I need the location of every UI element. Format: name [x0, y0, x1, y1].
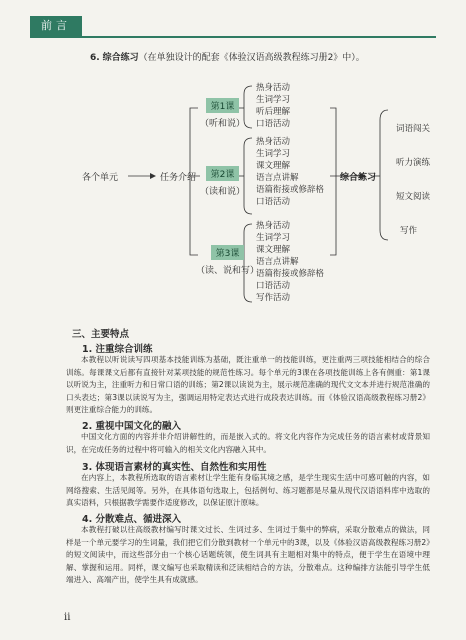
lesson-1-item: 生词学习	[256, 95, 291, 105]
root-node: 各个单元	[82, 173, 119, 183]
lesson-2-item: 口语活动	[256, 197, 291, 207]
lesson-1-badge: 第1课	[206, 98, 240, 113]
feature-body: 在内容上，本教程所选取的语言素材让学生能有身临其境之感，是学生现实生活中可感可触的内容，如网络搜索、生活见闻等。另外，在具体语句选取上，包括例句、练习题都是尽量从现代汉语语料库中选取的真实语料，只根据教学需要作适度修改，以保证原汁原味。	[66, 473, 430, 507]
header-rule	[30, 36, 436, 38]
lesson-3-item: 热身活动	[256, 221, 291, 231]
lesson-2-sub: （读和说）	[200, 187, 246, 197]
lesson-3-item: 课文理解	[256, 245, 291, 255]
lesson-2	[200, 166, 245, 197]
practice-item: 词语闯关	[396, 124, 431, 134]
lesson-1-item: 听后理解	[256, 107, 291, 117]
lesson-3-item: 生词学习	[256, 233, 291, 243]
intro-text: （在单独设计的配套《体验汉语高级教程练习册2》中）。	[138, 53, 365, 63]
lesson-3-item: 写作活动	[256, 293, 291, 303]
feature-heading: 4. 分散难点、循进深入	[82, 514, 182, 525]
unit-structure-diagram	[0, 80, 466, 310]
lesson-2-item: 课文理解	[256, 161, 291, 171]
lesson-2-item: 生词学习	[256, 149, 291, 159]
lesson-3	[196, 245, 259, 276]
section-title: 三、主要特点	[72, 329, 130, 340]
feature-body: 本教程打破以往高级教材编写时课文过长、生词过多、生词过于集中的弊病，采取分散难点的做法，同样是一个单元要学习的生词量，我们把它们分散到教材一个单元中的3课，以及《体验汉语高级教程练习册2》的短文阅读中，而这些部分由一个核心话题统领，使生词具有主题相对集中的特点，便于学生在语境中理解、掌握和运用。同样，课文编写也采取精读和泛读相结合的方法，分散难点。这种编排方法能引导学生低端进入、高端产出，使学生具有成就感。	[66, 525, 430, 584]
lesson-3-item: 语篇衔接或修辞格	[256, 269, 325, 279]
task-intro-node: 任务介绍	[160, 173, 197, 183]
lesson-2-badge: 第2课	[206, 166, 240, 181]
lesson-3-badge: 第3课	[211, 245, 245, 260]
feature-heading: 1. 注重综合训练	[82, 344, 153, 355]
lesson-1-items	[256, 82, 290, 130]
feature-heading: 3. 体现语言素材的真实性、自然性和实用性	[82, 462, 267, 473]
lesson-1-item: 口语活动	[256, 119, 291, 129]
practice-item: 短文阅读	[396, 192, 431, 202]
practice-item: 听力演练	[396, 158, 431, 168]
lesson-2-item: 语篇衔接或修辞格	[256, 185, 325, 195]
practice-item: 写作	[400, 226, 418, 236]
intro-title: 综合练习	[102, 53, 139, 63]
lesson-1-item: 热身活动	[256, 83, 291, 93]
lesson-3-item: 口语活动	[256, 281, 291, 291]
feature-heading: 2. 重视中国文化的融入	[82, 421, 182, 432]
lesson-1	[200, 98, 245, 129]
section-tab: 前言	[30, 16, 82, 36]
feature-body: 本教程以听说读写四项基本技能训练为基础，既注重单一的技能训练，更注重两三项技能相结合的综合训练。每课课文后都有直接针对某项技能的规范性练习。每个单元的3课在各项技能训练上各有侧重：第1课以听说为主，注重听力和日常口语的训练；第2课以读说为主，展示规范准确的现代文文本并进行规范准确的口头表达；第3课以读说写为主，强调运用特定表达式进行成段表达训练。而《体验汉语高级教程练习册2》则更注重综合能力的训练。	[66, 355, 430, 414]
lesson-2-item: 热身活动	[256, 137, 291, 147]
page-number: ii	[64, 612, 71, 623]
intro-number: 6.	[90, 53, 100, 63]
lesson-1-sub: （听和说）	[200, 119, 246, 129]
lesson-2-items	[256, 136, 324, 208]
lesson-3-sub: （读、说和写）	[196, 266, 260, 276]
intro-line	[90, 50, 365, 63]
feature-body: 中国文化方面的内容并非介绍讲解性的，而是嵌入式的。将文化内容作为完成任务的语言素材或背景知识，在完成任务的过程中将可输入的相关文化内容融入其中。	[66, 432, 430, 454]
lesson-2-item: 语言点讲解	[256, 173, 299, 183]
lesson-3-item: 语言点讲解	[256, 257, 299, 267]
lesson-3-items	[256, 220, 324, 304]
synthesis-node: 综合练习	[340, 173, 377, 183]
